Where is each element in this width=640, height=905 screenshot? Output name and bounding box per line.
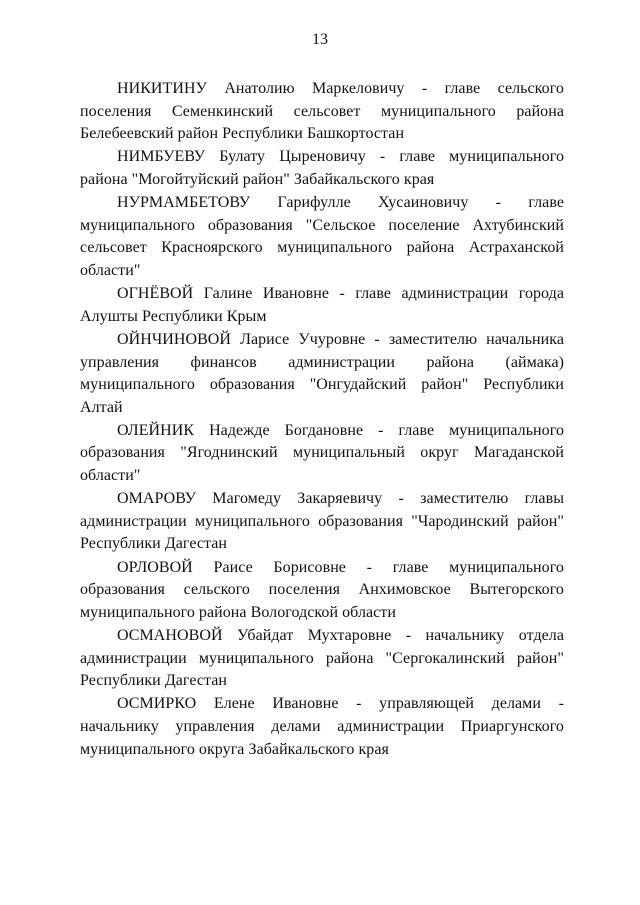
- list-item: [80, 625, 564, 693]
- entry-text: Ларисе Учуровне - заместителю начальника управления финансов администрации района (аймака) муниципального образования "Онгудайский район" Республики Алтай: [80, 330, 564, 416]
- list-item: [80, 192, 564, 282]
- entry-text: Анатолию Маркеловичу - главе сельского поселения Семенкинский сельсовет муниципального района Белебеевский район Республики Башкортостан: [80, 80, 564, 143]
- entry-text: Раисе Борисовне - главе муниципального образования сельского поселения Анхимовское Вытегорского муниципального района Вологодской области: [80, 558, 564, 621]
- entry-text: Булату Цыреновичу - главе муниципального района "Могойтуйский район" Забайкальского края: [80, 148, 564, 188]
- surname: НИКИТИНУ: [117, 80, 207, 97]
- surname: НИМБУЕВУ: [117, 148, 206, 166]
- list-item: [80, 329, 564, 419]
- surname: ОГНЁВОЙ: [117, 285, 194, 303]
- surname: ОЙНЧИНОВОЙ: [117, 330, 232, 348]
- surname: ОРЛОВОЙ: [117, 558, 193, 576]
- entry-text: Убайдат Мухтаровне - начальнику отдела администрации муниципального района "Сергокалинский район" Республики Дагестан: [80, 627, 564, 690]
- entry-text: Елене Ивановне - управляющей делами - начальнику управления делами администрации Приаргунского муниципального округа Забайкальского края: [80, 695, 564, 758]
- entry-text: Гарифулле Хусаиновичу - главе муниципального образования "Сельское поселение Ахтубинский сельсовет Красноярского муниципального района Астраханской области": [80, 194, 564, 279]
- surname: ОСМИРКО: [117, 695, 197, 713]
- surname: ОЛЕЙНИК: [117, 421, 195, 439]
- surname: ОМАРОВУ: [117, 490, 197, 508]
- surname: НУРМАМБЕТОВУ: [117, 194, 251, 212]
- list-item: [80, 420, 564, 488]
- entry-text: Галине Ивановне - главе администрации города Алушты Республики Крым: [80, 285, 564, 325]
- award-list: [80, 78, 564, 762]
- list-item: [80, 283, 564, 328]
- list-item: [80, 78, 564, 146]
- list-item: [80, 693, 564, 761]
- entry-text: Надежде Богдановне - главе муниципального образования "Ягоднинский муниципальный округ Магаданской области": [80, 421, 564, 485]
- entry-text: Магомеду Закаряевичу - заместителю главы администрации муниципального образования "Чародинский район" Республики Дагестан: [80, 490, 564, 553]
- list-item: [80, 146, 564, 191]
- list-item: [80, 488, 564, 556]
- surname: ОСМАНОВОЙ: [117, 627, 223, 644]
- page-number: 13: [312, 31, 328, 48]
- list-item: [80, 557, 564, 625]
